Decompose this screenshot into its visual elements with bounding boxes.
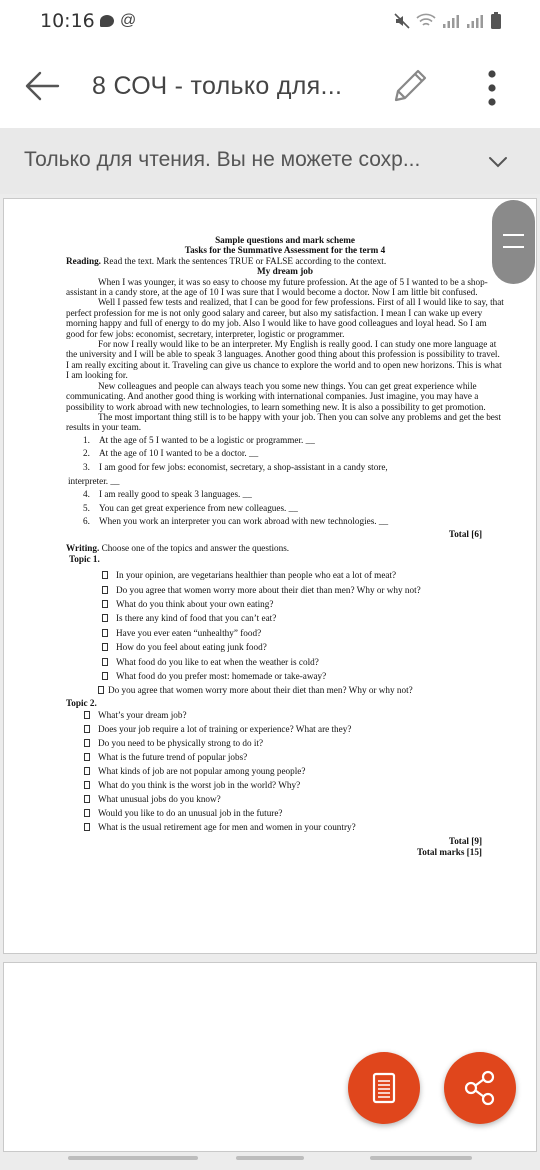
checkbox-icon xyxy=(84,711,90,719)
scroll-handle[interactable] xyxy=(492,200,535,284)
statement-number: 2. xyxy=(83,448,90,459)
status-left-icons xyxy=(100,12,136,30)
text-paragraph: The most important thing still is to be happy with your job. Then you can solve any problems and get the best results in your team. xyxy=(66,411,501,433)
at-icon: @ xyxy=(120,12,137,29)
statement-number: 5. xyxy=(83,502,90,513)
statement-number: 3. xyxy=(83,461,90,472)
question-text: How do you feel about eating junk food? xyxy=(116,642,267,653)
question-text: What’s your dream job? xyxy=(98,710,187,721)
checkbox-icon xyxy=(102,629,108,637)
question-text: What kinds of job are not popular among young people? xyxy=(98,766,306,777)
checkbox-icon xyxy=(84,795,90,803)
reading-label: Reading. xyxy=(66,255,101,266)
question-item xyxy=(66,806,504,820)
question-text: Have you ever eaten “unhealthy” food? xyxy=(116,627,262,638)
statement-item xyxy=(66,461,504,475)
status-right-icons xyxy=(394,12,502,30)
total-writing: Total [9] xyxy=(448,836,482,847)
battery-icon xyxy=(490,12,502,30)
topic-1-label: Topic 1. xyxy=(69,553,100,564)
checkbox-icon xyxy=(98,686,104,694)
checkbox-icon xyxy=(102,672,108,680)
question-text: What unusual jobs do you know? xyxy=(98,794,221,805)
statement-number: 1. xyxy=(83,434,90,445)
scroll-handle-grip xyxy=(503,234,524,236)
document-page-1 xyxy=(3,198,537,954)
question-item xyxy=(66,792,504,806)
back-button[interactable] xyxy=(22,68,62,104)
chat-bubble-icon xyxy=(100,15,114,27)
statement-text: interpreter. __ xyxy=(68,475,120,486)
checkbox-icon xyxy=(84,781,90,789)
statement-text: At the age of 10 I wanted to be a doctor. __ xyxy=(99,448,259,459)
status-bar xyxy=(0,0,540,44)
statements-list xyxy=(66,434,504,529)
checkbox-icon xyxy=(84,823,90,831)
question-item xyxy=(66,778,504,792)
question-text: What food do you prefer most: homemade or take-away? xyxy=(116,670,327,681)
total-marks: Total marks [15] xyxy=(417,846,482,857)
document-content xyxy=(66,235,504,857)
checkbox-icon xyxy=(84,739,90,747)
checkbox-icon xyxy=(84,725,90,733)
checkbox-icon xyxy=(102,600,108,608)
text-title: My dream job xyxy=(257,266,313,277)
chevron-down-icon[interactable] xyxy=(486,150,510,174)
signal-icon xyxy=(442,13,460,29)
question-text: Do you agree that women worry more about their diet than men? Why or why not? xyxy=(116,584,421,595)
question-item xyxy=(66,722,504,736)
text-paragraph: For now I really would like to be an interpreter. My English is really good. I can study one more language at the university and I will be able to speak 3 languages. Another good thing about this profession is possibility to travel. I am really exciting about it. Traveling can give us chance to explore the world and to open new horizons. This is what I am looking for. xyxy=(66,339,502,381)
question-text: Do you need to be physically strong to do it? xyxy=(98,738,264,749)
question-text: What food do you like to eat when the weather is cold? xyxy=(116,656,319,667)
total-reading: Total [6] xyxy=(448,528,482,539)
question-item xyxy=(66,708,504,722)
reading-instruction xyxy=(66,256,504,266)
checkbox-icon xyxy=(84,809,90,817)
question-text: Is there any kind of food that you can’t eat? xyxy=(116,613,277,624)
question-text: What do you think about your own eating? xyxy=(116,598,274,609)
statement-text: I am good for few jobs: economist, secretary, a shop-assistant in a candy store, xyxy=(99,461,388,472)
reading-instruction-text: Read the text. Mark the sentences TRUE or FALSE according to the context. xyxy=(100,255,387,266)
question-text: What is the usual retirement age for men and women in your country? xyxy=(98,822,356,833)
nav-recents-indicator[interactable] xyxy=(68,1156,198,1160)
banner-text: Только для чтения. Вы не можете сохр... xyxy=(24,148,421,171)
doc-heading: Sample questions and mark scheme xyxy=(215,235,355,245)
text-paragraph: New colleagues and people can always teach you some new things. You can get great experience while communicating. And another good thing is working with international companies. Just imagine, you may have a possibility to work abroad with new technologies, to learn something new. It is also a possibility to get promotion. xyxy=(66,380,486,412)
writing-instruction-text: Choose one of the topics and answer the questions. xyxy=(99,543,290,554)
statement-text: I am really good to speak 3 languages. __ xyxy=(99,489,252,500)
checkbox-icon xyxy=(102,643,108,651)
read-only-banner[interactable] xyxy=(0,128,540,194)
question-item xyxy=(66,626,504,640)
system-nav-bar xyxy=(0,1150,540,1170)
question-item xyxy=(66,750,504,764)
checkbox-icon xyxy=(102,571,108,579)
question-item xyxy=(66,683,504,697)
back-arrow-icon xyxy=(22,68,62,104)
checkbox-icon xyxy=(102,586,108,594)
question-item xyxy=(66,583,504,597)
question-item xyxy=(66,655,504,669)
more-vert-icon xyxy=(478,66,506,110)
question-item xyxy=(66,640,504,654)
doc-subheading: Tasks for the Summative Assessment for the term 4 xyxy=(184,245,386,256)
share-icon xyxy=(444,1052,516,1124)
statement-item xyxy=(66,475,504,489)
statement-item xyxy=(66,515,504,529)
checkbox-icon xyxy=(102,658,108,666)
question-item xyxy=(66,736,504,750)
document-viewer[interactable] xyxy=(0,194,540,1170)
reading-mode-button[interactable] xyxy=(348,1052,420,1124)
mute-icon xyxy=(394,13,410,29)
question-text: In your opinion, are vegetarians healthier than people who eat a lot of meat? xyxy=(116,570,397,581)
question-text: What do you think is the worst job in the world? Why? xyxy=(98,780,301,791)
wifi-icon xyxy=(416,13,436,29)
question-item xyxy=(66,820,504,834)
signal-icon xyxy=(466,13,484,29)
scroll-handle-grip xyxy=(503,246,524,248)
statement-item xyxy=(66,488,504,502)
statement-item xyxy=(66,434,504,448)
question-item xyxy=(66,764,504,778)
question-text: Would you like to do an unusual job in the future? xyxy=(98,808,283,819)
nav-home-indicator[interactable] xyxy=(236,1156,304,1160)
question-item xyxy=(66,597,504,611)
app-bar xyxy=(0,44,540,128)
statement-number: 6. xyxy=(83,516,90,527)
checkbox-icon xyxy=(84,767,90,775)
status-time: 10:16 xyxy=(40,10,95,32)
topic-1-questions xyxy=(66,568,504,698)
question-item xyxy=(66,611,504,625)
question-item xyxy=(66,568,504,582)
statement-number: 4. xyxy=(83,489,90,500)
question-text: What is the future trend of popular jobs? xyxy=(98,752,248,763)
statement-text: You can get great experience from new colleagues. __ xyxy=(99,502,298,513)
share-button[interactable] xyxy=(444,1052,516,1124)
statement-text: At the age of 5 I wanted to be a logistic or programmer. __ xyxy=(99,434,315,445)
statement-text: When you work an interpreter you can work abroad with new technologies. __ xyxy=(99,516,389,527)
question-item xyxy=(66,669,504,683)
more-options-button[interactable] xyxy=(478,66,506,110)
reading-mode-icon xyxy=(348,1052,420,1124)
question-text: Do you agree that women worry more about their diet than men? Why or why not? xyxy=(108,685,413,696)
nav-back-indicator[interactable] xyxy=(370,1156,472,1160)
topic-2-questions xyxy=(66,708,504,834)
edit-pencil-icon xyxy=(388,64,432,108)
writing-instruction xyxy=(66,543,504,553)
text-paragraph: Well I passed few tests and realized, that I can be good for few professions. First of all I would like to say, that perfect profession for me is not only good salary and career, but also my satisfaction. I mean I can wake up every morning happy and full of energy to do my job. Also I would like to have good colleagues and loyal head. So I am good for few jobs: economist, secretary, interpreter, logistic or programmer. xyxy=(66,297,504,339)
document-title: 8 СОЧ - только для... xyxy=(92,72,343,100)
edit-button[interactable] xyxy=(388,64,432,108)
statement-item xyxy=(66,502,504,516)
writing-label: Writing. xyxy=(66,543,100,554)
question-text: Does your job require a lot of training or experience? What are they? xyxy=(98,724,352,735)
text-paragraph: When I was younger, it was so easy to choose my future profession. At the age of 5 I wanted to be a shop-assistant in a candy store, at the age of 10 I was sure that I would become a doctor. Now I am little bit confused. xyxy=(66,276,488,298)
topic-2-label: Topic 2. xyxy=(66,697,97,708)
statement-item xyxy=(66,447,504,461)
checkbox-icon xyxy=(84,753,90,761)
checkbox-icon xyxy=(102,614,108,622)
